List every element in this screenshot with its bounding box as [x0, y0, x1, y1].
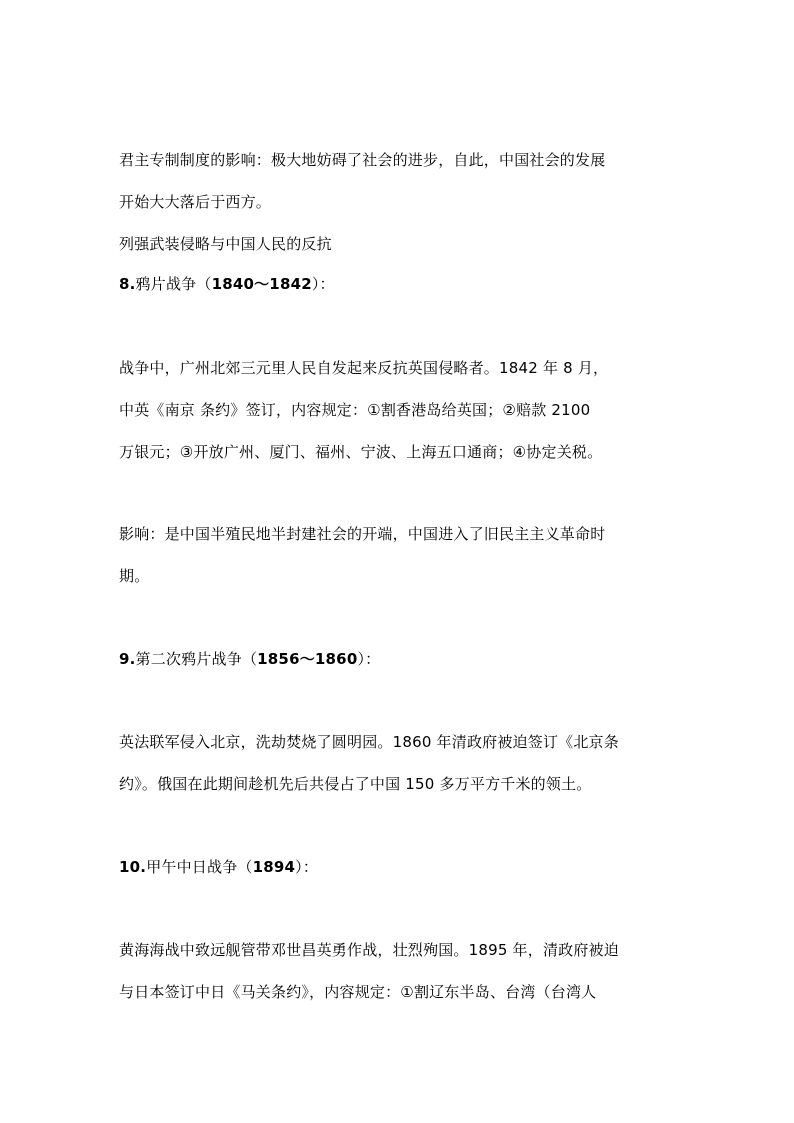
heading-sino-japanese-war: [119, 856, 318, 878]
heading-name: 甲午中日战争（: [146, 858, 253, 876]
heading-years: 1856～1860: [257, 650, 358, 668]
heading-tail: ）：: [295, 858, 319, 876]
heading-name: 鸦片战争（: [135, 275, 212, 293]
section-title: 列强武装侵略与中国人民的反抗: [119, 235, 332, 253]
paragraph-line: 战争中，广州北郊三元里人民自发起来反抗英国侵略者。1842 年 8 月，: [119, 359, 609, 377]
heading-opium-war: [119, 273, 335, 295]
paragraph-line: 万银元；③开放广州、厦门、福州、宁波、上海五口通商；④协定关税。: [119, 443, 603, 461]
heading-second-opium-war: [119, 648, 380, 670]
paragraph-line: 与日本签订中日《马关条约》，内容规定：①割辽东半岛、台湾（台湾人: [119, 983, 597, 1001]
impact-line: 期。: [119, 567, 150, 585]
heading-years: 1840～1842: [211, 275, 312, 293]
heading-tail: ）：: [357, 650, 381, 668]
paragraph-line: 英法联军侵入北京，洗劫焚烧了圆明园。1860 年清政府被迫签订《北京条: [119, 733, 619, 751]
heading-name: 第二次鸦片战争（: [135, 650, 258, 668]
impact-line: 影响：是中国半殖民地半封建社会的开端，中国进入了旧民主主义革命时: [119, 525, 606, 543]
paragraph-line: 中英《南京 条约》签订，内容规定：①割香港岛给英国；②赔款 2100: [119, 401, 591, 419]
paragraph-line: 黄海海战中致远舰管带邓世昌英勇作战，壮烈殉国。1895 年，清政府被迫: [119, 941, 619, 959]
intro-line-2: 开始大大落后于西方。: [119, 193, 272, 211]
heading-number: 9.: [119, 650, 136, 668]
intro-line-1: 君主专制制度的影响：极大地妨碍了社会的进步，自此，中国社会的发展: [119, 151, 606, 169]
heading-years: 1894: [252, 858, 296, 876]
heading-number: 8.: [119, 275, 136, 293]
heading-number: 10.: [119, 858, 147, 876]
paragraph-line: 约》。俄国在此期间趁机先后共侵占了中国 150 多万平方千米的领土。: [119, 775, 592, 793]
heading-tail: ）：: [311, 275, 335, 293]
